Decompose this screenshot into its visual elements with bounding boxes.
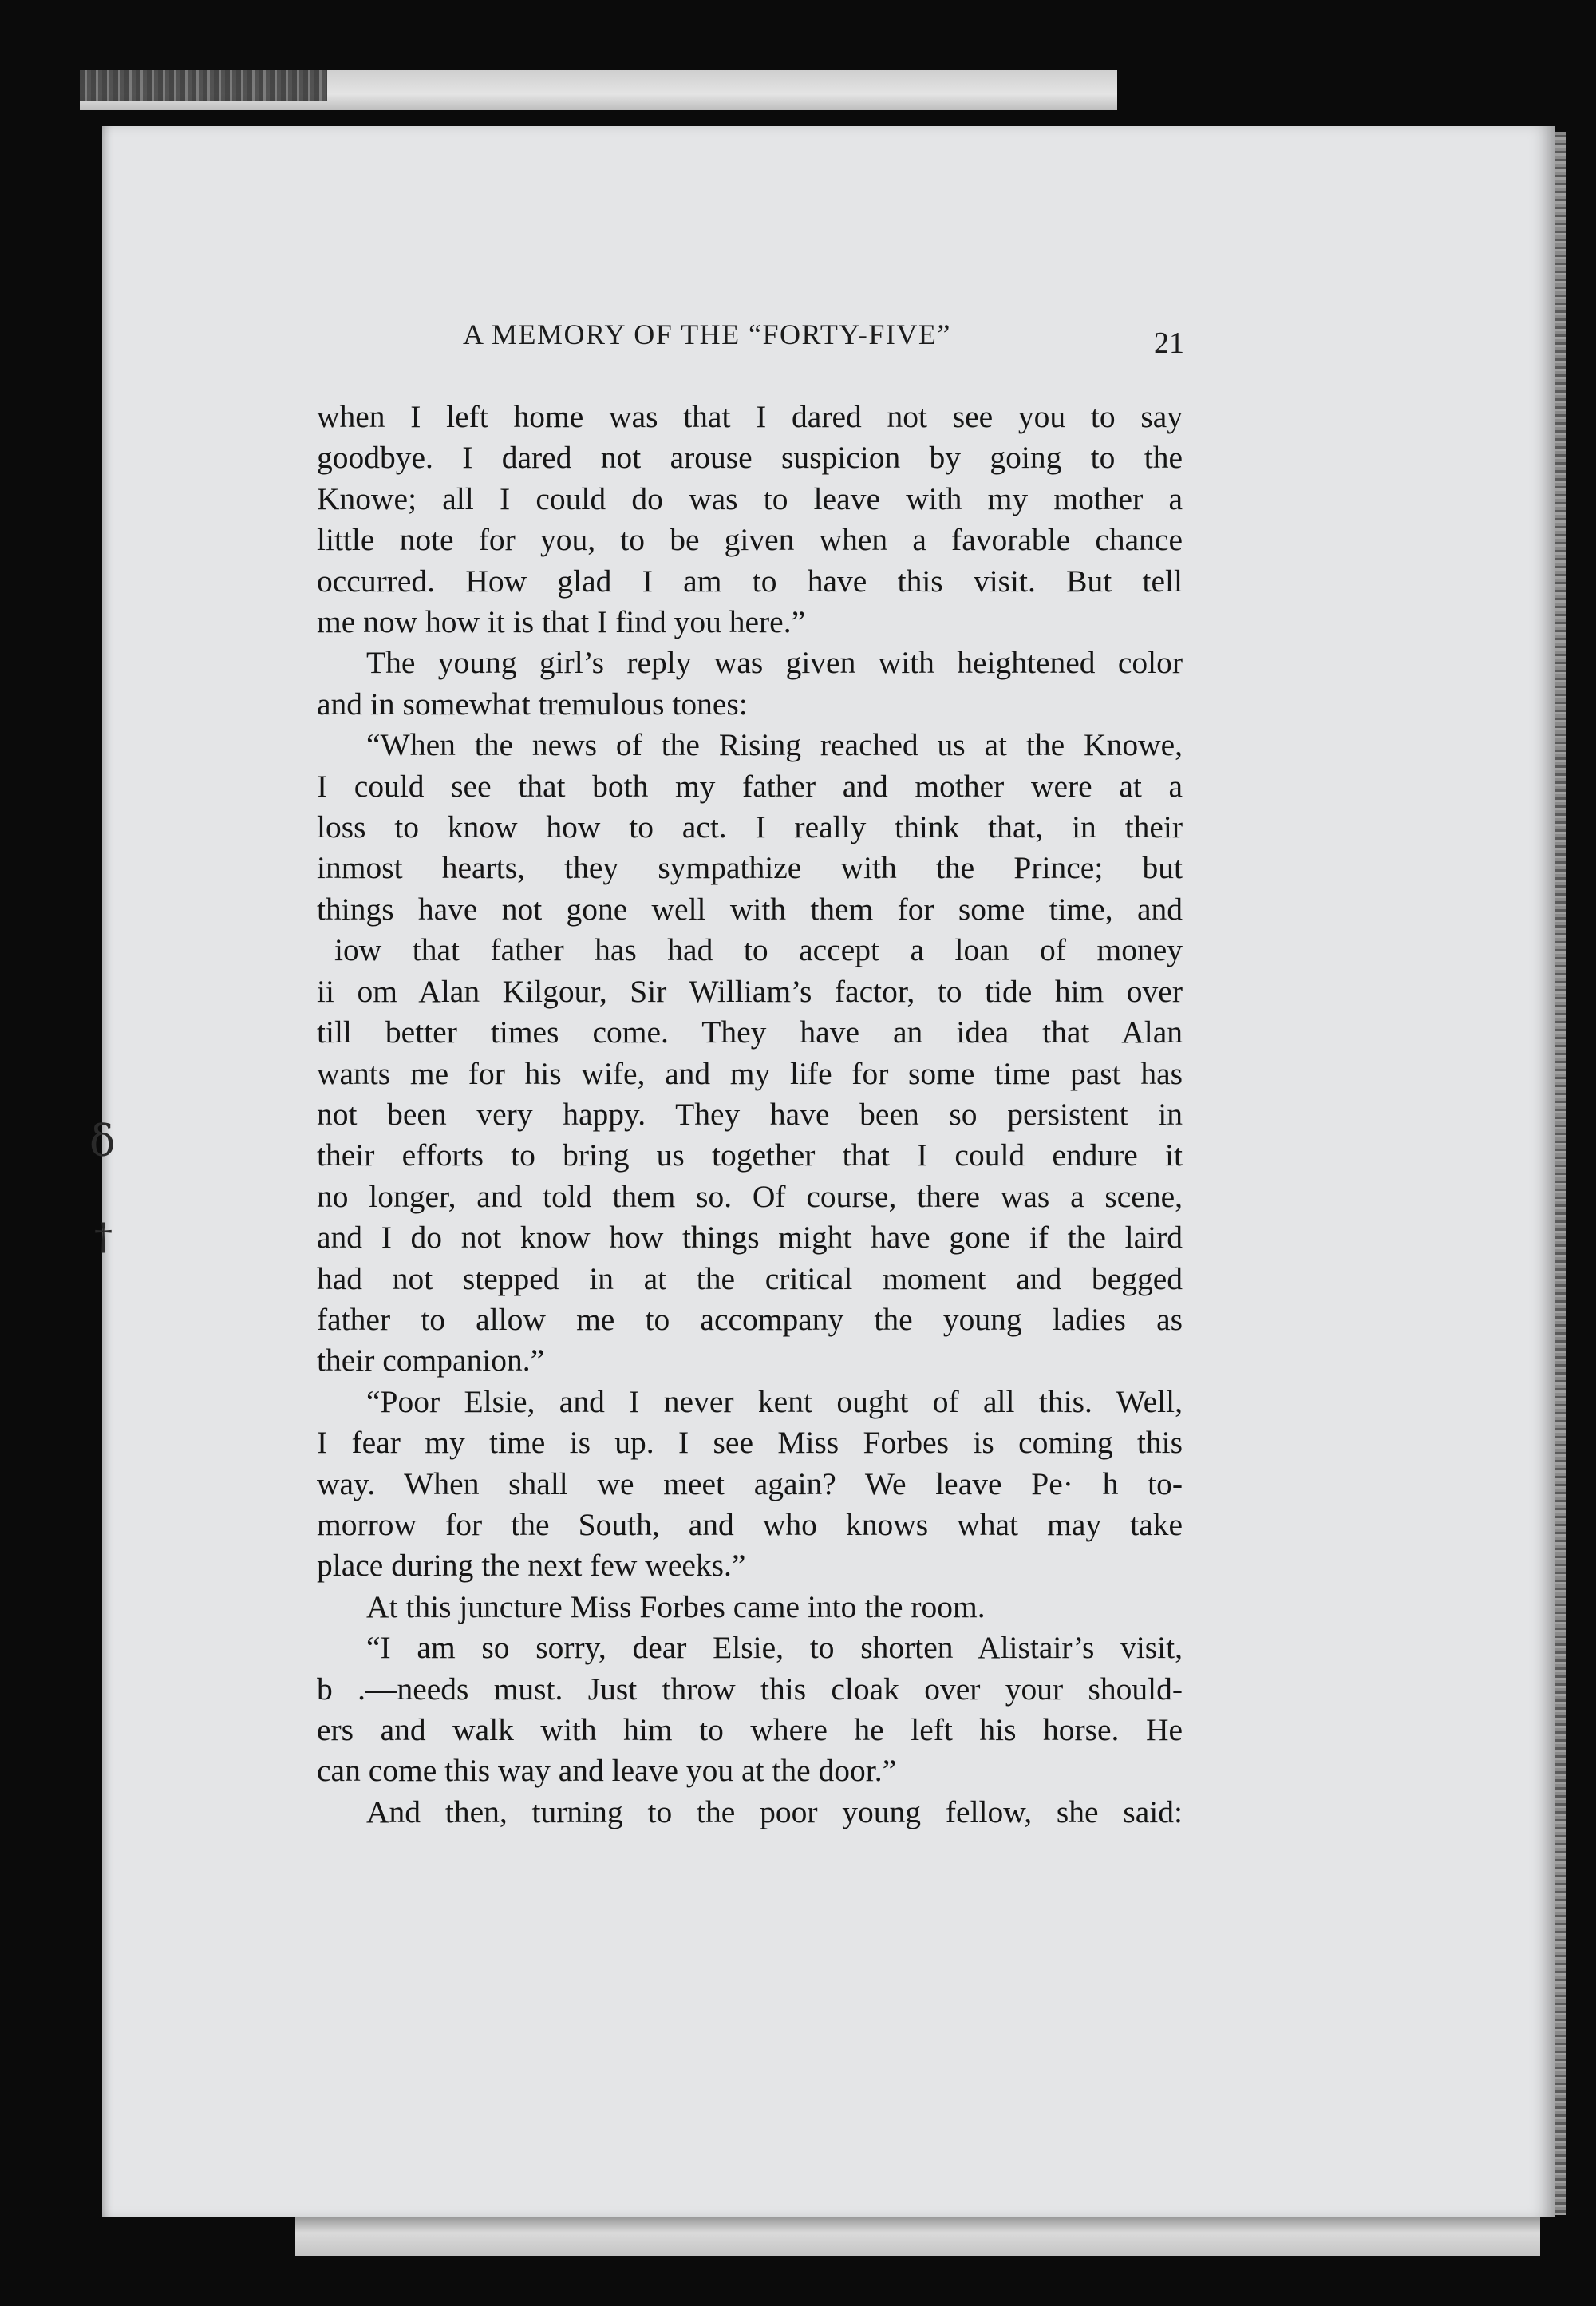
text-line: and in somewhat tremulous tones: — [317, 686, 748, 722]
text-line: their efforts to bring us together that I could endure it — [317, 1137, 1183, 1173]
text-line: iow that father has had to accept a loan of money — [334, 932, 1183, 968]
text-line: ers and walk with him to where he left his horse. He — [317, 1712, 1183, 1747]
text-line: things have not gone well with them for some time, and — [317, 891, 1183, 927]
text-line: way. When shall we meet again? We leave Pe· h to- — [317, 1465, 1183, 1501]
text-line: I could see that both my father and mother were at a — [317, 768, 1183, 804]
text-line: no longer, and told them so. Of course, there was a scene, — [317, 1178, 1183, 1214]
text-line: ii om Alan Kilgour, Sir William’s factor, to tide him over — [317, 973, 1183, 1009]
text-line: The young girl’s reply was given with heightened color — [366, 645, 1183, 681]
text-line: loss to know how to act. I really think that, in their — [317, 809, 1183, 845]
text-line: not been very happy. They have been so persistent in — [317, 1096, 1183, 1132]
margin-mark-1: δ — [89, 1116, 116, 1166]
text-line: little note for you, to be given when a favorable chance — [317, 522, 1183, 558]
text-line: place during the next few weeks.” — [317, 1548, 746, 1584]
text-line: “I am so sorry, dear Elsie, to shorten Alistair’s visit, — [366, 1630, 1183, 1666]
text-line: me now how it is that I find you here.” — [317, 604, 806, 640]
margin-mark-2: † — [94, 1215, 113, 1258]
body-text — [317, 397, 1183, 1833]
top-strip-shadow — [80, 70, 327, 101]
text-line: their companion.” — [317, 1343, 545, 1378]
running-head: A MEMORY OF THE “FORTY-FIVE” — [463, 318, 951, 350]
text-line: can come this way and leave you at the door.” — [317, 1753, 897, 1789]
text-line: And then, turning to the poor young fellow, she said: — [366, 1794, 1183, 1829]
text-line: goodbye. I dared not arouse suspicion by going to the — [317, 440, 1183, 476]
text-line: Knowe; all I could do was to leave with my mother a — [317, 481, 1183, 516]
page-right-edge — [1555, 132, 1566, 2215]
text-line: wants me for his wife, and my life for some time past has — [317, 1055, 1183, 1091]
text-line: inmost hearts, they sympathize with the Prince; but — [317, 850, 1183, 886]
bottom-page-edge-strip — [295, 2217, 1540, 2256]
text-line: I fear my time is up. I see Miss Forbes is coming this — [317, 1425, 1183, 1461]
text-line: and I do not know how things might have gone if the laird — [317, 1220, 1183, 1256]
text-line: till better times come. They have an idea that Alan — [317, 1015, 1183, 1050]
text-line: b .—needs must. Just throw this cloak over your should- — [317, 1671, 1183, 1707]
text-line: morrow for the South, and who knows what may take — [317, 1506, 1183, 1542]
text-line: father to allow me to accompany the young ladies as — [317, 1301, 1183, 1337]
text-line: occurred. How glad I am to have this visit. But tell — [317, 563, 1183, 599]
text-line: “Poor Elsie, and I never kent ought of all this. Well, — [366, 1383, 1183, 1419]
page-number: 21 — [1154, 326, 1184, 360]
text-line: “When the news of the Rising reached us at the Knowe, — [366, 727, 1183, 763]
text-line: had not stepped in at the critical moment and begged — [317, 1260, 1183, 1296]
text-line: At this juncture Miss Forbes came into the room. — [366, 1588, 986, 1624]
text-line: when I left home was that I dared not see you to say — [317, 399, 1183, 434]
